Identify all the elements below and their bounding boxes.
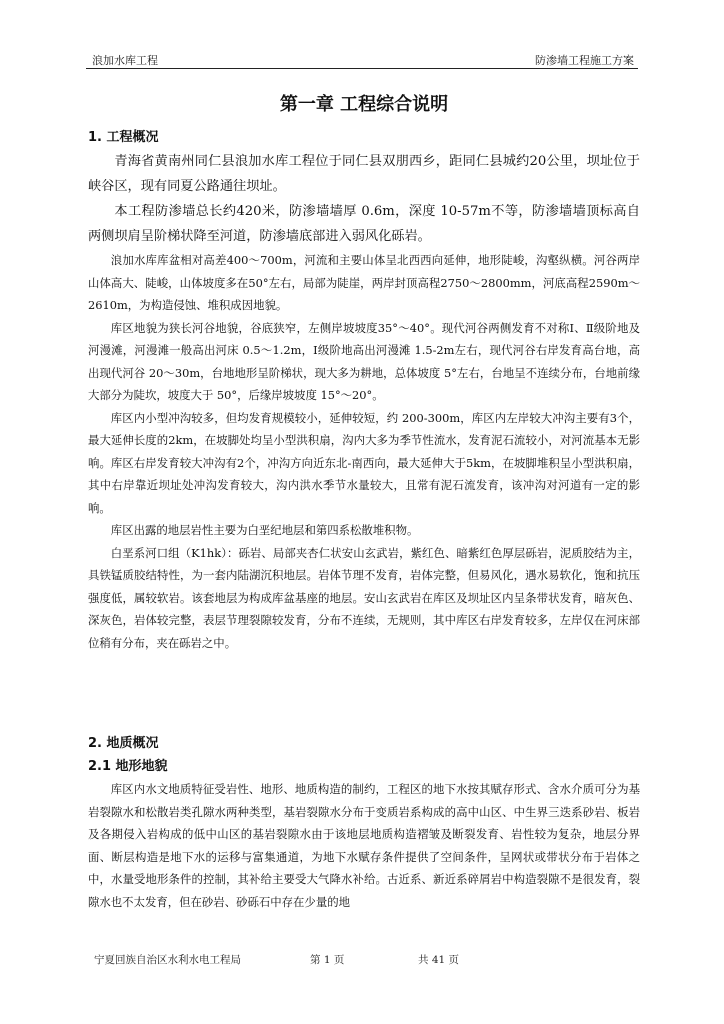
section-heading-geology: 2. 地质概况 [88,736,159,751]
paragraph: 库区地貌为狭长河谷地貌，谷底狭窄，左侧岸坡坡度35°～40°。现代河谷两侧发育不对称Ⅰ、Ⅱ级阶地及河漫滩，河漫滩一般高出河床 0.5～1.2m，Ⅰ级阶地高出河漫滩 1.5-2m左右，现代河谷右岸发育高台地，高出现代河谷 20～30m，台地地形呈阶梯状，现大多为耕地，总体坡度 5°左右，台地呈不连续分布，台地前缘大部分为陡坎，坡度大于 50°，后缘岸坡坡度 15°～20°。 [88,320,640,402]
page-header [86,50,638,69]
header-document-title: 防渗墙工程施工方案 [535,54,634,67]
page-footer [88,952,638,968]
section-heading-overview: 1. 工程概况 [88,130,159,145]
chapter-title: 第一章 工程综合说明 [279,94,449,115]
document-body [88,84,640,913]
paragraph: 本工程防渗墙总长约420米，防渗墙墙厚 0.6m，深度 10-57m不等，防渗墙墙顶标高自两侧坝肩呈阶梯状降至河道，防渗墙底部进入弱风化砾岩。 [88,204,640,244]
paragraph: 库区出露的地层岩性主要为白垩纪地层和第四系松散堆积物。 [110,523,419,537]
paragraph: 青海省黄南州同仁县浪加水库工程位于同仁县双朋西乡，距同仁县城约20公里，坝址位于峡谷区，现有同夏公路通往坝址。 [88,154,640,194]
subsection-heading-landform: 2.1 地形地貌 [88,759,168,774]
section-spacer [88,654,640,732]
footer-organization: 宁夏回族自治区水利水电工程局 [94,954,241,966]
paragraph: 库区内水文地质特征受岩性、地形、地质构造的制约，工程区的地下水按其赋存形式、含水介质可分为基岩裂隙水和松散岩类孔隙水两种类型，基岩裂隙水分布于变质岩系构成的高中山区、中生界三迭系砂岩、板岩及各期侵入岩构成的低中山区的基岩裂隙水由于该地层地质构造褶皱及断裂发育、岩性较为复杂，地层分界面、断层构造是地下水的运移与富集通道，为地下水赋存条件提供了空间条件，呈网状或带状分布于岩体之中，水量受地形条件的控制，其补给主要受大气降水补给。古近系、新近系碎屑岩中构造裂隙不是很发育，裂隙水也不太发育，但在砂岩、砂砾石中存在少量的地 [88,782,640,909]
paragraph: 浪加水库库盆相对高差400～700m，河流和主要山体呈北西西向延伸，地形陡峻，沟壑纵横。河谷两岸山体高大、陡峻，山体坡度多在50°左右，局部为陡崖，两岸封顶高程2750～2800mm，河底高程2590m～2610m，为构造侵蚀、堆积成因地貌。 [88,253,640,312]
paragraph: 白垩系河口组（K1hk）：砾岩、局部夹杏仁状安山玄武岩，紫红色、暗紫红色厚层砾岩，泥质胶结为主，具铁锰质胶结特性，为一套内陆湖沉积地层。岩体节理不发育，岩体完整，但易风化，遇水易软化，饱和抗压强度低，属较软岩。该套地层为构成库盆基座的地层。安山玄武岩在库区及坝址区内呈条带状发育，暗灰色、深灰色，岩体较完整，表层节理裂隙较发育，分布不连续，无规则，其中库区右岸发育较多，左岸仅在河床部位稍有分布，夹在砾岩之中。 [88,545,640,650]
footer-total-pages: 共 41 页 [418,954,460,966]
header-project-name: 浪加水库工程 [92,54,158,67]
footer-page-number: 第 1 页 [310,954,345,966]
paragraph: 库区内小型冲沟较多，但均发育规模较小，延伸较短，约 200-300m，库区内左岸较大冲沟主要有3个，最大延伸长度的2km，在坡脚处均呈小型洪积扇，沟内大多为季节性流水，发育泥石流较小，对河流基本无影响。库区右岸发育较大冲沟有2个，冲沟方向近东北-南西向，最大延伸大于5km，在坡脚堆积呈小型洪积扇，其中右岸靠近坝址处冲沟发育较大，沟内洪水季节水量较大，且常有泥石流发育，该冲沟对河道有一定的影响。 [88,410,640,515]
